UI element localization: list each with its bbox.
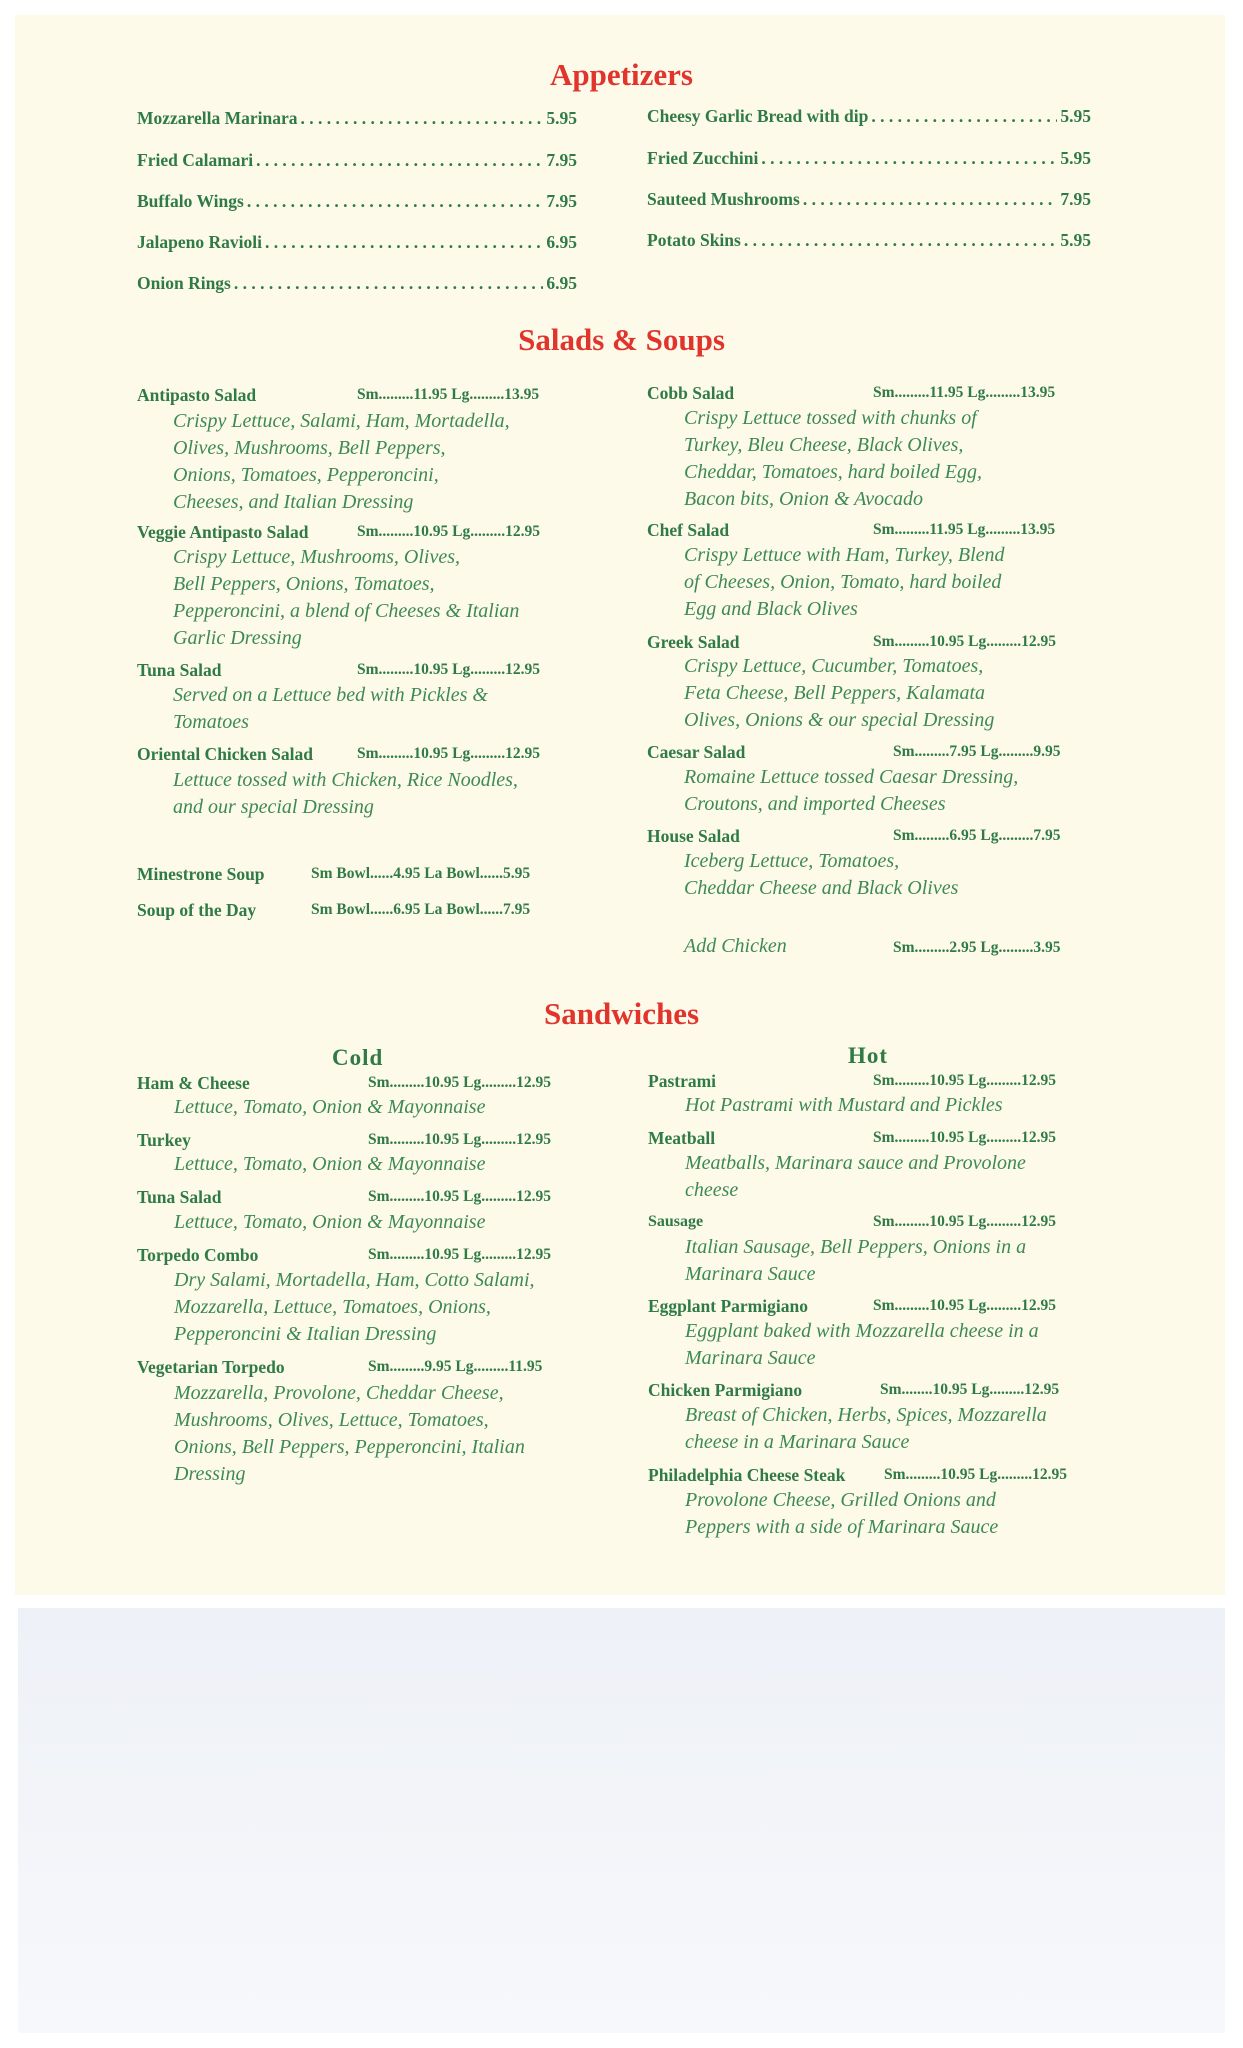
appetizer-item: Sauteed Mushrooms . . . 7.95 bbox=[647, 189, 1091, 210]
appetizers-heading: Appetizers bbox=[550, 57, 693, 92]
sandwich-description: Lettuce, Tomato, Onion & Mayonnaise bbox=[174, 1096, 486, 1118]
salad-name: Caesar Salad bbox=[647, 742, 746, 762]
add-chicken-price: Sm.........2.95 Lg.........3.95 bbox=[893, 939, 1061, 956]
sandwich-price: Sm.........9.95 Lg.........11.95 bbox=[368, 1358, 543, 1375]
sandwich-name: Eggplant Parmigiano bbox=[648, 1296, 808, 1316]
salad-description: Romaine Lettuce tossed Caesar Dressing, Croutons, and imported Cheeses bbox=[684, 766, 1019, 815]
salad-name: Oriental Chicken Salad bbox=[137, 744, 313, 764]
sandwich-price: Sm.........10.95 Lg.........12.95 bbox=[368, 1074, 551, 1091]
sandwiches-heading: Sandwiches bbox=[543, 996, 700, 1031]
soup-price: Sm Bowl......6.95 La Bowl......7.95 bbox=[311, 901, 531, 918]
appetizer-item: Potato Skins . . . 5.95 bbox=[647, 230, 1091, 251]
cold-subheading: Cold bbox=[332, 1045, 384, 1070]
sandwich-name: Turkey bbox=[137, 1130, 191, 1150]
salad-price: Sm.........10.95 Lg.........12.95 bbox=[357, 661, 540, 678]
sandwich-description: Breast of Chicken, Herbs, Spices, Mozzarella cheese in a Marinara Sauce bbox=[685, 1404, 1047, 1453]
salad-price: Sm.........10.95 Lg.........12.95 bbox=[357, 745, 540, 762]
sandwich-name: Torpedo Combo bbox=[137, 1245, 259, 1265]
sandwich-price: Sm.........10.95 Lg.........12.95 bbox=[368, 1246, 551, 1263]
salads-soups-heading: Salads & Soups bbox=[518, 322, 725, 357]
salad-price: Sm.........7.95 Lg.........9.95 bbox=[893, 743, 1061, 760]
salad-price: Sm.........11.95 Lg.........13.95 bbox=[873, 384, 1056, 401]
salad-description: Crispy Lettuce, Mushrooms, Olives, Bell Peppers, Onions, Tomatoes, Pepperoncini, a blend of Cheeses & Italian Garlic Dressing bbox=[173, 546, 520, 649]
salad-description: Served on a Lettuce bed with Pickles & Tomatoes bbox=[173, 684, 488, 733]
sandwich-price: Sm.........10.95 Lg.........12.95 bbox=[884, 1466, 1067, 1483]
salad-price: Sm.........10.95 Lg.........12.95 bbox=[873, 633, 1056, 650]
soup-name: Minestrone Soup bbox=[137, 864, 265, 884]
sandwich-description: Italian Sausage, Bell Peppers, Onions in a Marinara Sauce bbox=[685, 1236, 1027, 1285]
sandwich-price: Sm.........10.95 Lg.........12.95 bbox=[873, 1297, 1056, 1314]
appetizer-item: Jalapeno Ravioli . . . 6.95 bbox=[137, 232, 577, 253]
appetizer-item: Mozzarella Marinara . . . 5.95 bbox=[137, 108, 577, 129]
salad-price: Sm.........11.95 Lg.........13.95 bbox=[357, 386, 540, 403]
sandwich-name: Meatball bbox=[648, 1128, 716, 1148]
sandwich-price: Sm.........10.95 Lg.........12.95 bbox=[873, 1213, 1056, 1230]
salad-name: Veggie Antipasto Salad bbox=[137, 522, 309, 542]
appetizer-item: Onion Rings . . . 6.95 bbox=[137, 273, 577, 294]
sandwich-name: Sausage bbox=[648, 1213, 704, 1230]
appetizer-item: Fried Calamari . . . 7.95 bbox=[137, 150, 577, 171]
hot-subheading: Hot bbox=[848, 1043, 889, 1068]
soup-price: Sm Bowl......4.95 La Bowl......5.95 bbox=[311, 865, 531, 882]
sandwich-name: Ham & Cheese bbox=[137, 1073, 250, 1093]
blank-area bbox=[18, 1608, 1225, 2033]
salad-name: Tuna Salad bbox=[137, 660, 222, 680]
salad-price: Sm.........10.95 Lg.........12.95 bbox=[357, 523, 540, 540]
sandwich-description: Dry Salami, Mortadella, Ham, Cotto Salami, Mozzarella, Lettuce, Tomatoes, Onions, Pepperoncini & Italian Dressing bbox=[174, 1269, 535, 1345]
sandwich-price: Sm........10.95 Lg.........12.95 bbox=[880, 1381, 1060, 1398]
salad-price: Sm.........6.95 Lg.........7.95 bbox=[893, 827, 1061, 844]
salad-description: Crispy Lettuce, Cucumber, Tomatoes, Feta Cheese, Bell Peppers, Kalamata Olives, Onions & our special Dressing bbox=[684, 655, 995, 731]
sandwich-description: Mozzarella, Provolone, Cheddar Cheese, Mushrooms, Olives, Lettuce, Tomatoes, Onions, Bell Peppers, Pepperoncini, Italian Dressing bbox=[174, 1382, 525, 1485]
salad-description: Crispy Lettuce with Ham, Turkey, Blend of Cheeses, Onion, Tomato, hard boiled Egg and Black Olives bbox=[684, 544, 1005, 620]
sandwich-name: Vegetarian Torpedo bbox=[137, 1357, 285, 1377]
sandwich-price: Sm.........10.95 Lg.........12.95 bbox=[873, 1072, 1056, 1089]
appetizer-item: Buffalo Wings . . . 7.95 bbox=[137, 191, 577, 212]
salad-description: Iceberg Lettuce, Tomatoes, Cheddar Cheese and Black Olives bbox=[684, 850, 959, 899]
sandwich-description: Lettuce, Tomato, Onion & Mayonnaise bbox=[174, 1153, 486, 1175]
add-chicken-label: Add Chicken bbox=[684, 935, 787, 957]
appetizer-item: Cheesy Garlic Bread with dip . . . 5.95 bbox=[647, 106, 1091, 127]
sandwich-name: Chicken Parmigiano bbox=[648, 1380, 803, 1400]
salad-name: Chef Salad bbox=[647, 520, 730, 540]
salad-name: Greek Salad bbox=[647, 632, 740, 652]
salad-description: Crispy Lettuce tossed with chunks of Turkey, Bleu Cheese, Black Olives, Cheddar, Tomatoes, hard boiled Egg, Bacon bits, Onion & Avocado bbox=[684, 407, 982, 510]
sandwich-price: Sm.........10.95 Lg.........12.95 bbox=[873, 1129, 1056, 1146]
salad-name: Cobb Salad bbox=[647, 383, 735, 403]
sandwich-name: Philadelphia Cheese Steak bbox=[648, 1465, 846, 1485]
sandwich-name: Tuna Salad bbox=[137, 1187, 222, 1207]
soup-name: Soup of the Day bbox=[137, 900, 257, 920]
salad-price: Sm.........11.95 Lg.........13.95 bbox=[873, 521, 1056, 538]
sandwich-description: Lettuce, Tomato, Onion & Mayonnaise bbox=[174, 1211, 486, 1233]
sandwich-description: Hot Pastrami with Mustard and Pickles bbox=[685, 1094, 1003, 1116]
sandwich-price: Sm.........10.95 Lg.........12.95 bbox=[368, 1188, 551, 1205]
sandwich-description: Meatballs, Marinara sauce and Provolone cheese bbox=[685, 1152, 1026, 1201]
sandwich-description: Eggplant baked with Mozzarella cheese in a Marinara Sauce bbox=[685, 1320, 1039, 1369]
salad-description: Crispy Lettuce, Salami, Ham, Mortadella, Olives, Mushrooms, Bell Peppers, Onions, Tomatoes, Pepperoncini, Cheeses, and Italian Dressing bbox=[173, 410, 510, 513]
sandwich-price: Sm.........10.95 Lg.........12.95 bbox=[368, 1131, 551, 1148]
appetizer-item: Fried Zucchini . . . 5.95 bbox=[647, 148, 1091, 169]
sandwich-name: Pastrami bbox=[648, 1071, 717, 1091]
salad-name: Antipasto Salad bbox=[137, 385, 257, 405]
salad-description: Lettuce tossed with Chicken, Rice Noodles, and our special Dressing bbox=[173, 769, 518, 818]
sandwich-description: Provolone Cheese, Grilled Onions and Peppers with a side of Marinara Sauce bbox=[685, 1489, 999, 1538]
salad-name: House Salad bbox=[647, 826, 740, 846]
